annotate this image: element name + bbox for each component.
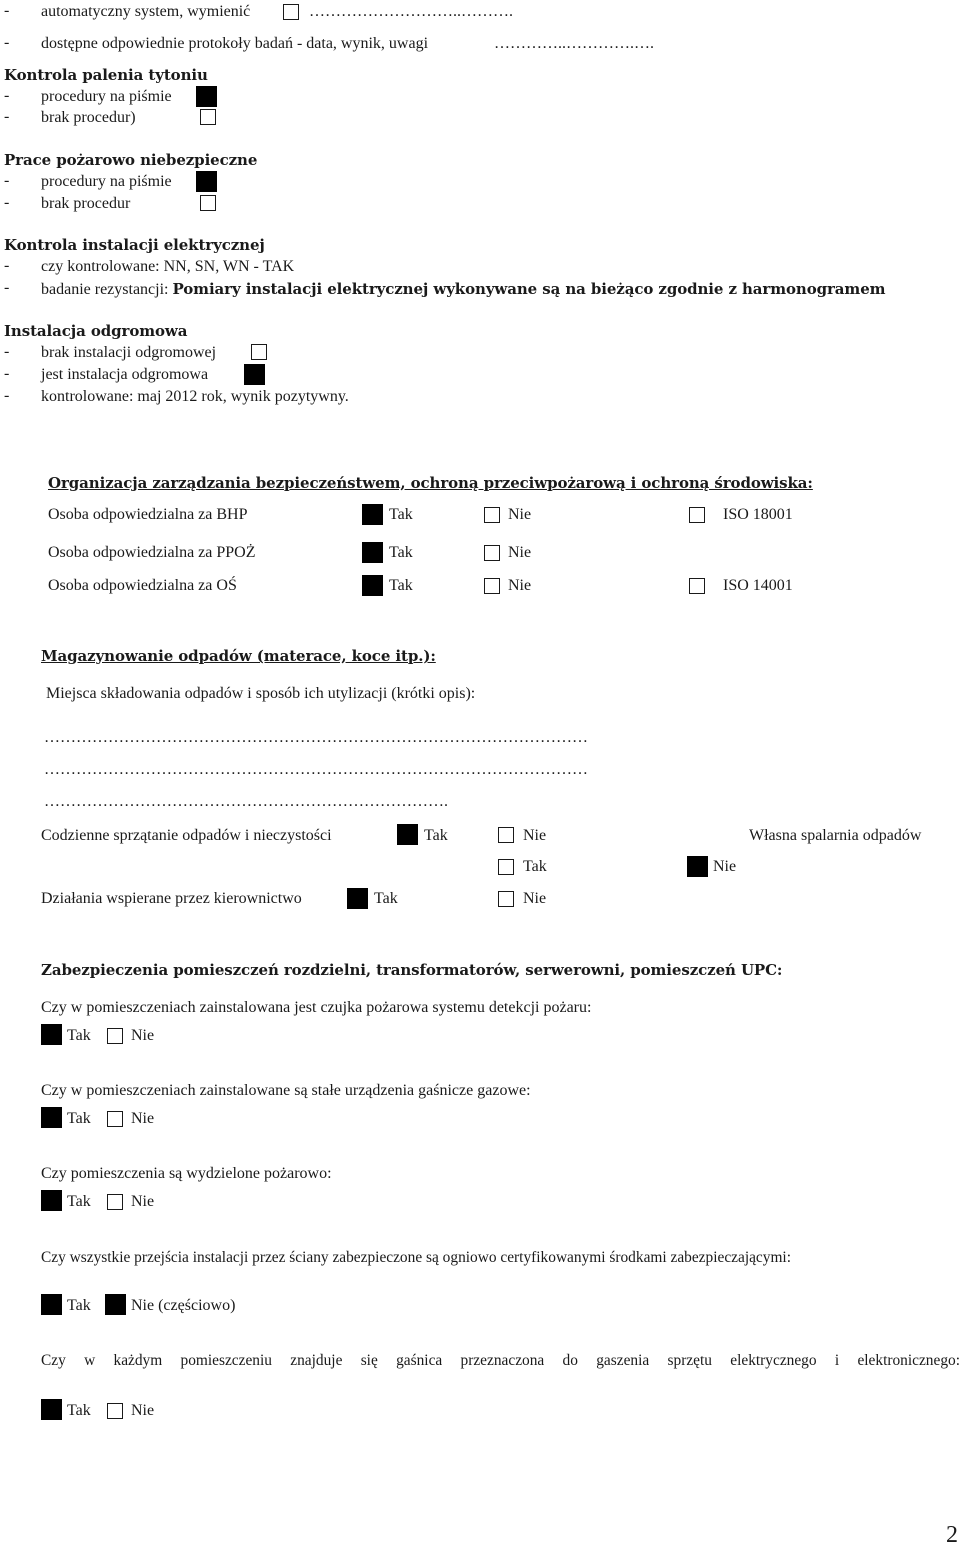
lightning-present-label: jest instalacja odgromowa xyxy=(41,366,209,383)
org-ppoz-no-checkbox[interactable] xyxy=(484,545,500,561)
yes-label: Tak xyxy=(523,858,547,875)
waste-answer-line[interactable]: …………………………………………………………………. xyxy=(44,793,448,810)
management-support-label: Działania wspierane przez kierownictwo xyxy=(41,890,302,907)
dash: - xyxy=(4,279,10,296)
dash: - xyxy=(4,387,10,404)
hot-work-written-checkbox[interactable] xyxy=(196,171,217,192)
org-iso-label: ISO 18001 xyxy=(723,506,793,523)
smoking-heading: Kontrola palenia tytoniu xyxy=(4,66,208,84)
org-yes-label: Tak xyxy=(389,506,413,523)
rooms-question-2: Czy w pomieszczeniach zainstalowane są stałe urządzenia gaśnicze gazowe: xyxy=(41,1082,531,1099)
rooms-question-1: Czy w pomieszczeniach zainstalowana jest czujka pożarowa systemu detekcji pożaru: xyxy=(41,999,592,1016)
waste-answer-line[interactable]: ………………………………………………………………………………………… xyxy=(44,761,588,778)
yes-label: Tak xyxy=(67,1110,91,1127)
org-iso-label: ISO 14001 xyxy=(723,577,793,594)
organization-heading: Organizacja zarządzania bezpieczeństwem, ochroną przeciwpożarową i ochroną środowiska: xyxy=(48,474,813,492)
own-incinerator-label: Własna spalarnia odpadów xyxy=(749,827,922,844)
electrical-heading: Kontrola instalacji elektrycznej xyxy=(4,236,265,254)
yes-label: Tak xyxy=(67,1402,91,1419)
yes-label: Tak xyxy=(67,1193,91,1210)
rooms-question-5: Czy w każdym pomieszczeniu znajduje się gaśnica przeznaczona do gaszenia sprzętu elektrycznego i elektronicznego: xyxy=(41,1352,960,1369)
q3-yes-checkbox[interactable] xyxy=(41,1190,62,1211)
q3-no-checkbox[interactable] xyxy=(107,1194,123,1210)
no-label: Nie xyxy=(523,890,547,907)
daily-cleaning-no-checkbox[interactable] xyxy=(498,827,514,843)
incinerator-no-checkbox[interactable] xyxy=(687,856,708,877)
org-os-iso-checkbox[interactable] xyxy=(689,578,705,594)
q4-yes-checkbox[interactable] xyxy=(41,1294,62,1315)
org-os-yes-checkbox[interactable] xyxy=(362,575,383,596)
dash: - xyxy=(4,108,10,125)
org-no-label: Nie xyxy=(508,506,532,523)
org-bhp-no-checkbox[interactable] xyxy=(484,507,500,523)
q5-yes-checkbox[interactable] xyxy=(41,1399,62,1420)
no-label: Nie xyxy=(523,827,547,844)
dash: - xyxy=(4,257,10,274)
daily-cleaning-label: Codzienne sprzątanie odpadów i nieczystości xyxy=(41,827,332,844)
lightning-none-checkbox[interactable] xyxy=(251,344,267,360)
automatic-system-dots: ………………………..………. xyxy=(309,3,513,20)
rooms-heading: Zabezpieczenia pomieszczeń rozdzielni, transformatorów, serwerowni, pomieszczeń UPC: xyxy=(41,961,783,979)
daily-cleaning-yes-checkbox[interactable] xyxy=(397,824,418,845)
dash: - xyxy=(4,172,10,189)
q2-yes-checkbox[interactable] xyxy=(41,1107,62,1128)
resistance-prefix: badanie rezystancji: xyxy=(41,281,169,298)
q1-no-checkbox[interactable] xyxy=(107,1028,123,1044)
hot-work-none-label: brak procedur xyxy=(41,195,131,212)
org-os-no-checkbox[interactable] xyxy=(484,578,500,594)
no-label: Nie xyxy=(131,1193,155,1210)
waste-answer-line[interactable]: ………………………………………………………………………………………… xyxy=(44,729,588,746)
org-yes-label: Tak xyxy=(389,577,413,594)
q4-no-partial-checkbox[interactable] xyxy=(105,1294,126,1315)
protocols-label: dostępne odpowiednie protokoły badań - data, wynik, uwagi xyxy=(41,35,429,52)
rooms-question-4: Czy wszystkie przejścia instalacji przez ściany zabezpieczone są ogniowo certyfikowanymi środkami zabezpieczającymi: xyxy=(41,1249,791,1266)
dash: - xyxy=(4,343,10,360)
smoking-written-checkbox[interactable] xyxy=(196,86,217,107)
no-label: Nie xyxy=(131,1402,155,1419)
lightning-checked: kontrolowane: maj 2012 rok, wynik pozytywny. xyxy=(41,388,349,405)
smoking-written-label: procedury na piśmie xyxy=(41,88,172,105)
q1-yes-checkbox[interactable] xyxy=(41,1024,62,1045)
waste-storage-label: Miejsca składowania odpadów i sposób ich utylizacji (krótki opis): xyxy=(46,685,476,702)
org-ppoz-yes-checkbox[interactable] xyxy=(362,542,383,563)
electrical-checked: czy kontrolowane: NN, SN, WN - TAK xyxy=(41,258,295,275)
lightning-present-checkbox[interactable] xyxy=(244,364,265,385)
hot-work-heading: Prace pożarowo niebezpieczne xyxy=(4,151,258,169)
yes-label: Tak xyxy=(374,890,398,907)
q2-no-checkbox[interactable] xyxy=(107,1111,123,1127)
protocols-dots: …………..………….…. xyxy=(494,35,654,52)
no-label: Nie xyxy=(131,1027,155,1044)
dash: - xyxy=(4,365,10,382)
yes-label: Tak xyxy=(67,1297,91,1314)
smoking-none-label: brak procedur) xyxy=(41,109,136,126)
q5-no-checkbox[interactable] xyxy=(107,1403,123,1419)
yes-label: Tak xyxy=(67,1027,91,1044)
smoking-none-checkbox[interactable] xyxy=(200,109,216,125)
waste-heading: Magazynowanie odpadów (materace, koce itp.): xyxy=(41,647,436,665)
page-number: 2 xyxy=(946,1522,958,1548)
automatic-system-checkbox[interactable] xyxy=(283,4,299,20)
incinerator-yes-checkbox[interactable] xyxy=(498,859,514,875)
hot-work-written-label: procedury na piśmie xyxy=(41,173,172,190)
hot-work-none-checkbox[interactable] xyxy=(200,195,216,211)
no-label: Nie xyxy=(713,858,737,875)
org-row-label: Osoba odpowiedzialna za BHP xyxy=(48,506,248,523)
lightning-heading: Instalacja odgromowa xyxy=(4,322,188,340)
lightning-none-label: brak instalacji odgromowej xyxy=(41,344,217,361)
automatic-system-label: automatyczny system, wymienić xyxy=(41,3,251,20)
org-bhp-yes-checkbox[interactable] xyxy=(362,504,383,525)
yes-label: Tak xyxy=(424,827,448,844)
org-row-label: Osoba odpowiedzialna za PPOŻ xyxy=(48,544,256,561)
org-no-label: Nie xyxy=(508,544,532,561)
org-bhp-iso-checkbox[interactable] xyxy=(689,507,705,523)
dash: - xyxy=(4,87,10,104)
resistance-line xyxy=(41,279,885,300)
dash: - xyxy=(4,34,10,51)
no-label: Nie xyxy=(131,1110,155,1127)
rooms-question-3: Czy pomieszczenia są wydzielone pożarowo: xyxy=(41,1165,332,1182)
no-partial-label: Nie (częściowo) xyxy=(131,1297,236,1314)
management-support-no-checkbox[interactable] xyxy=(498,891,514,907)
dash: - xyxy=(4,2,10,19)
resistance-value: Pomiary instalacji elektrycznej wykonywane są na bieżąco zgodnie z harmonogramem xyxy=(172,280,886,298)
dash: - xyxy=(4,194,10,211)
org-row-label: Osoba odpowiedzialna za OŚ xyxy=(48,577,237,594)
org-no-label: Nie xyxy=(508,577,532,594)
org-yes-label: Tak xyxy=(389,544,413,561)
management-support-yes-checkbox[interactable] xyxy=(347,888,368,909)
